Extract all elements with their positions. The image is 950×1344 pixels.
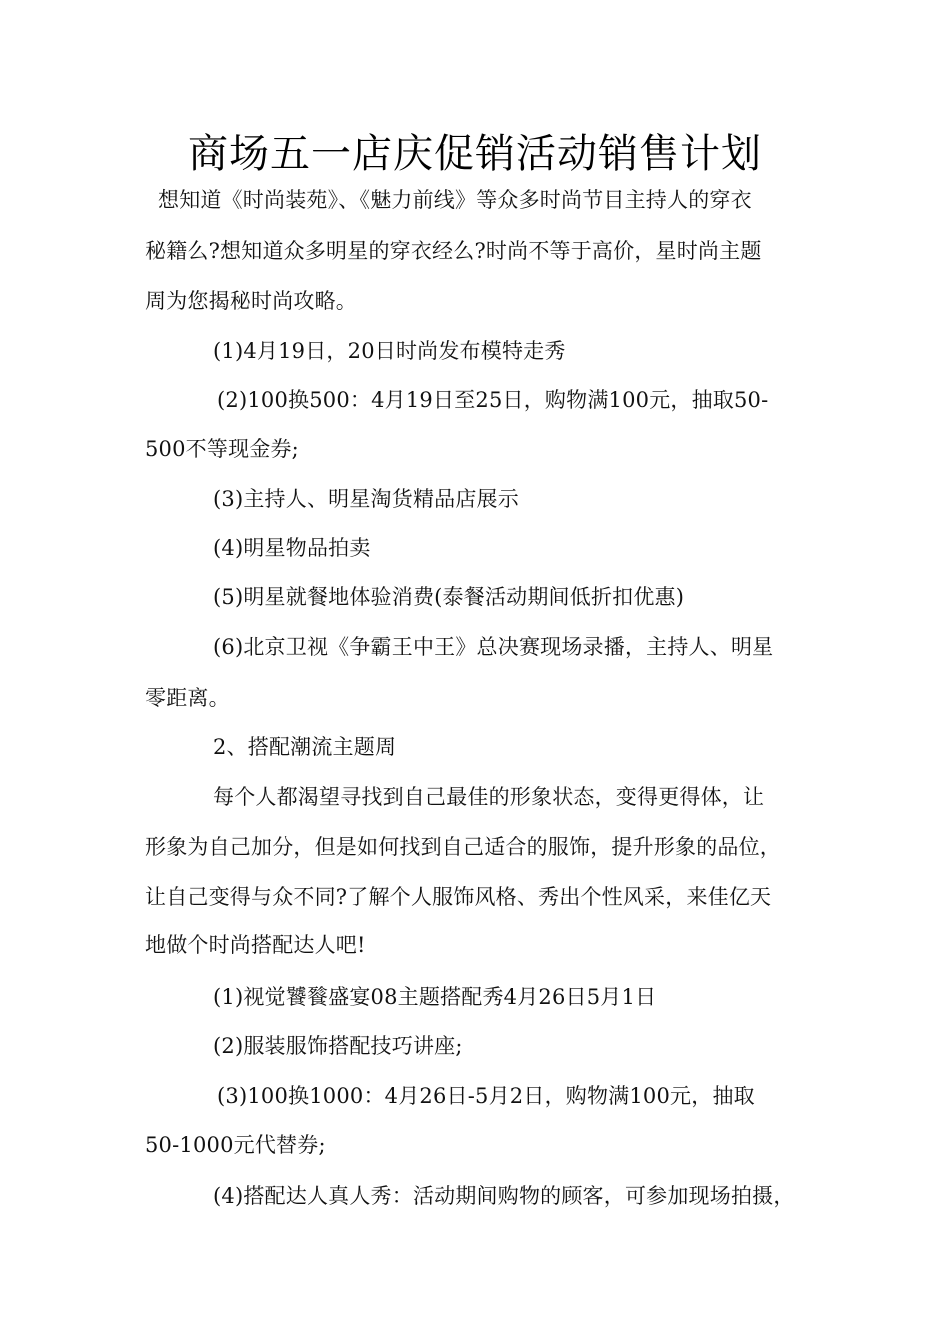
paragraph-line: (4)明星物品拍卖 (213, 536, 371, 560)
paragraph-line: (6)北京卫视《争霸王中王》总决赛现场录播，主持人、明星 (213, 635, 774, 659)
paragraph-line: 零距离。 (145, 686, 230, 710)
paragraph-line: (2)100换500：4月19日至25日，购物满100元，抽取50- (217, 388, 769, 412)
paragraph-line: 让自己变得与众不同?了解个人服饰风格、秀出个性风采，来佳亿天 (145, 885, 772, 909)
paragraph-line: (1)4月19日，20日时尚发布模特走秀 (213, 339, 566, 363)
paragraph-line: 想知道《时尚装苑》、《魅力前线》等众多时尚节目主持人的穿衣 (158, 188, 752, 212)
paragraph-line: (1)视觉饕餮盛宴08主题搭配秀4月26日5月1日 (213, 985, 657, 1009)
paragraph-line: 周为您揭秘时尚攻略。 (145, 289, 357, 313)
paragraph-line: 地做个时尚搭配达人吧! (145, 933, 366, 957)
section-heading-line: 2、搭配潮流主题周 (213, 735, 397, 759)
paragraph-line: (3)主持人、明星淘货精品店展示 (213, 487, 519, 511)
paragraph-line: 500不等现金券; (145, 437, 299, 461)
paragraph-line: 50-1000元代替券; (145, 1133, 326, 1157)
paragraph-line: 秘籍么?想知道众多明星的穿衣经么?时尚不等于高价，星时尚主题 (145, 239, 762, 263)
paragraph-line: (4)搭配达人真人秀：活动期间购物的顾客，可参加现场拍摄， (213, 1184, 795, 1208)
paragraph-line: 每个人都渴望寻找到自己最佳的形象状态，变得更得体，让 (213, 785, 765, 809)
paragraph-line: (5)明星就餐地体验消费(泰餐活动期间低折扣优惠) (213, 585, 685, 609)
paragraph-line: (2)服装服饰搭配技巧讲座; (213, 1034, 463, 1058)
paragraph-line: (3)100换1000：4月26日-5月2日，购物满100元，抽取 (217, 1084, 755, 1108)
document-title: 商场五一店庆促销活动销售计划 (188, 131, 762, 177)
paragraph-line: 形象为自己加分，但是如何找到自己适合的服饰，提升形象的品位， (145, 835, 781, 859)
